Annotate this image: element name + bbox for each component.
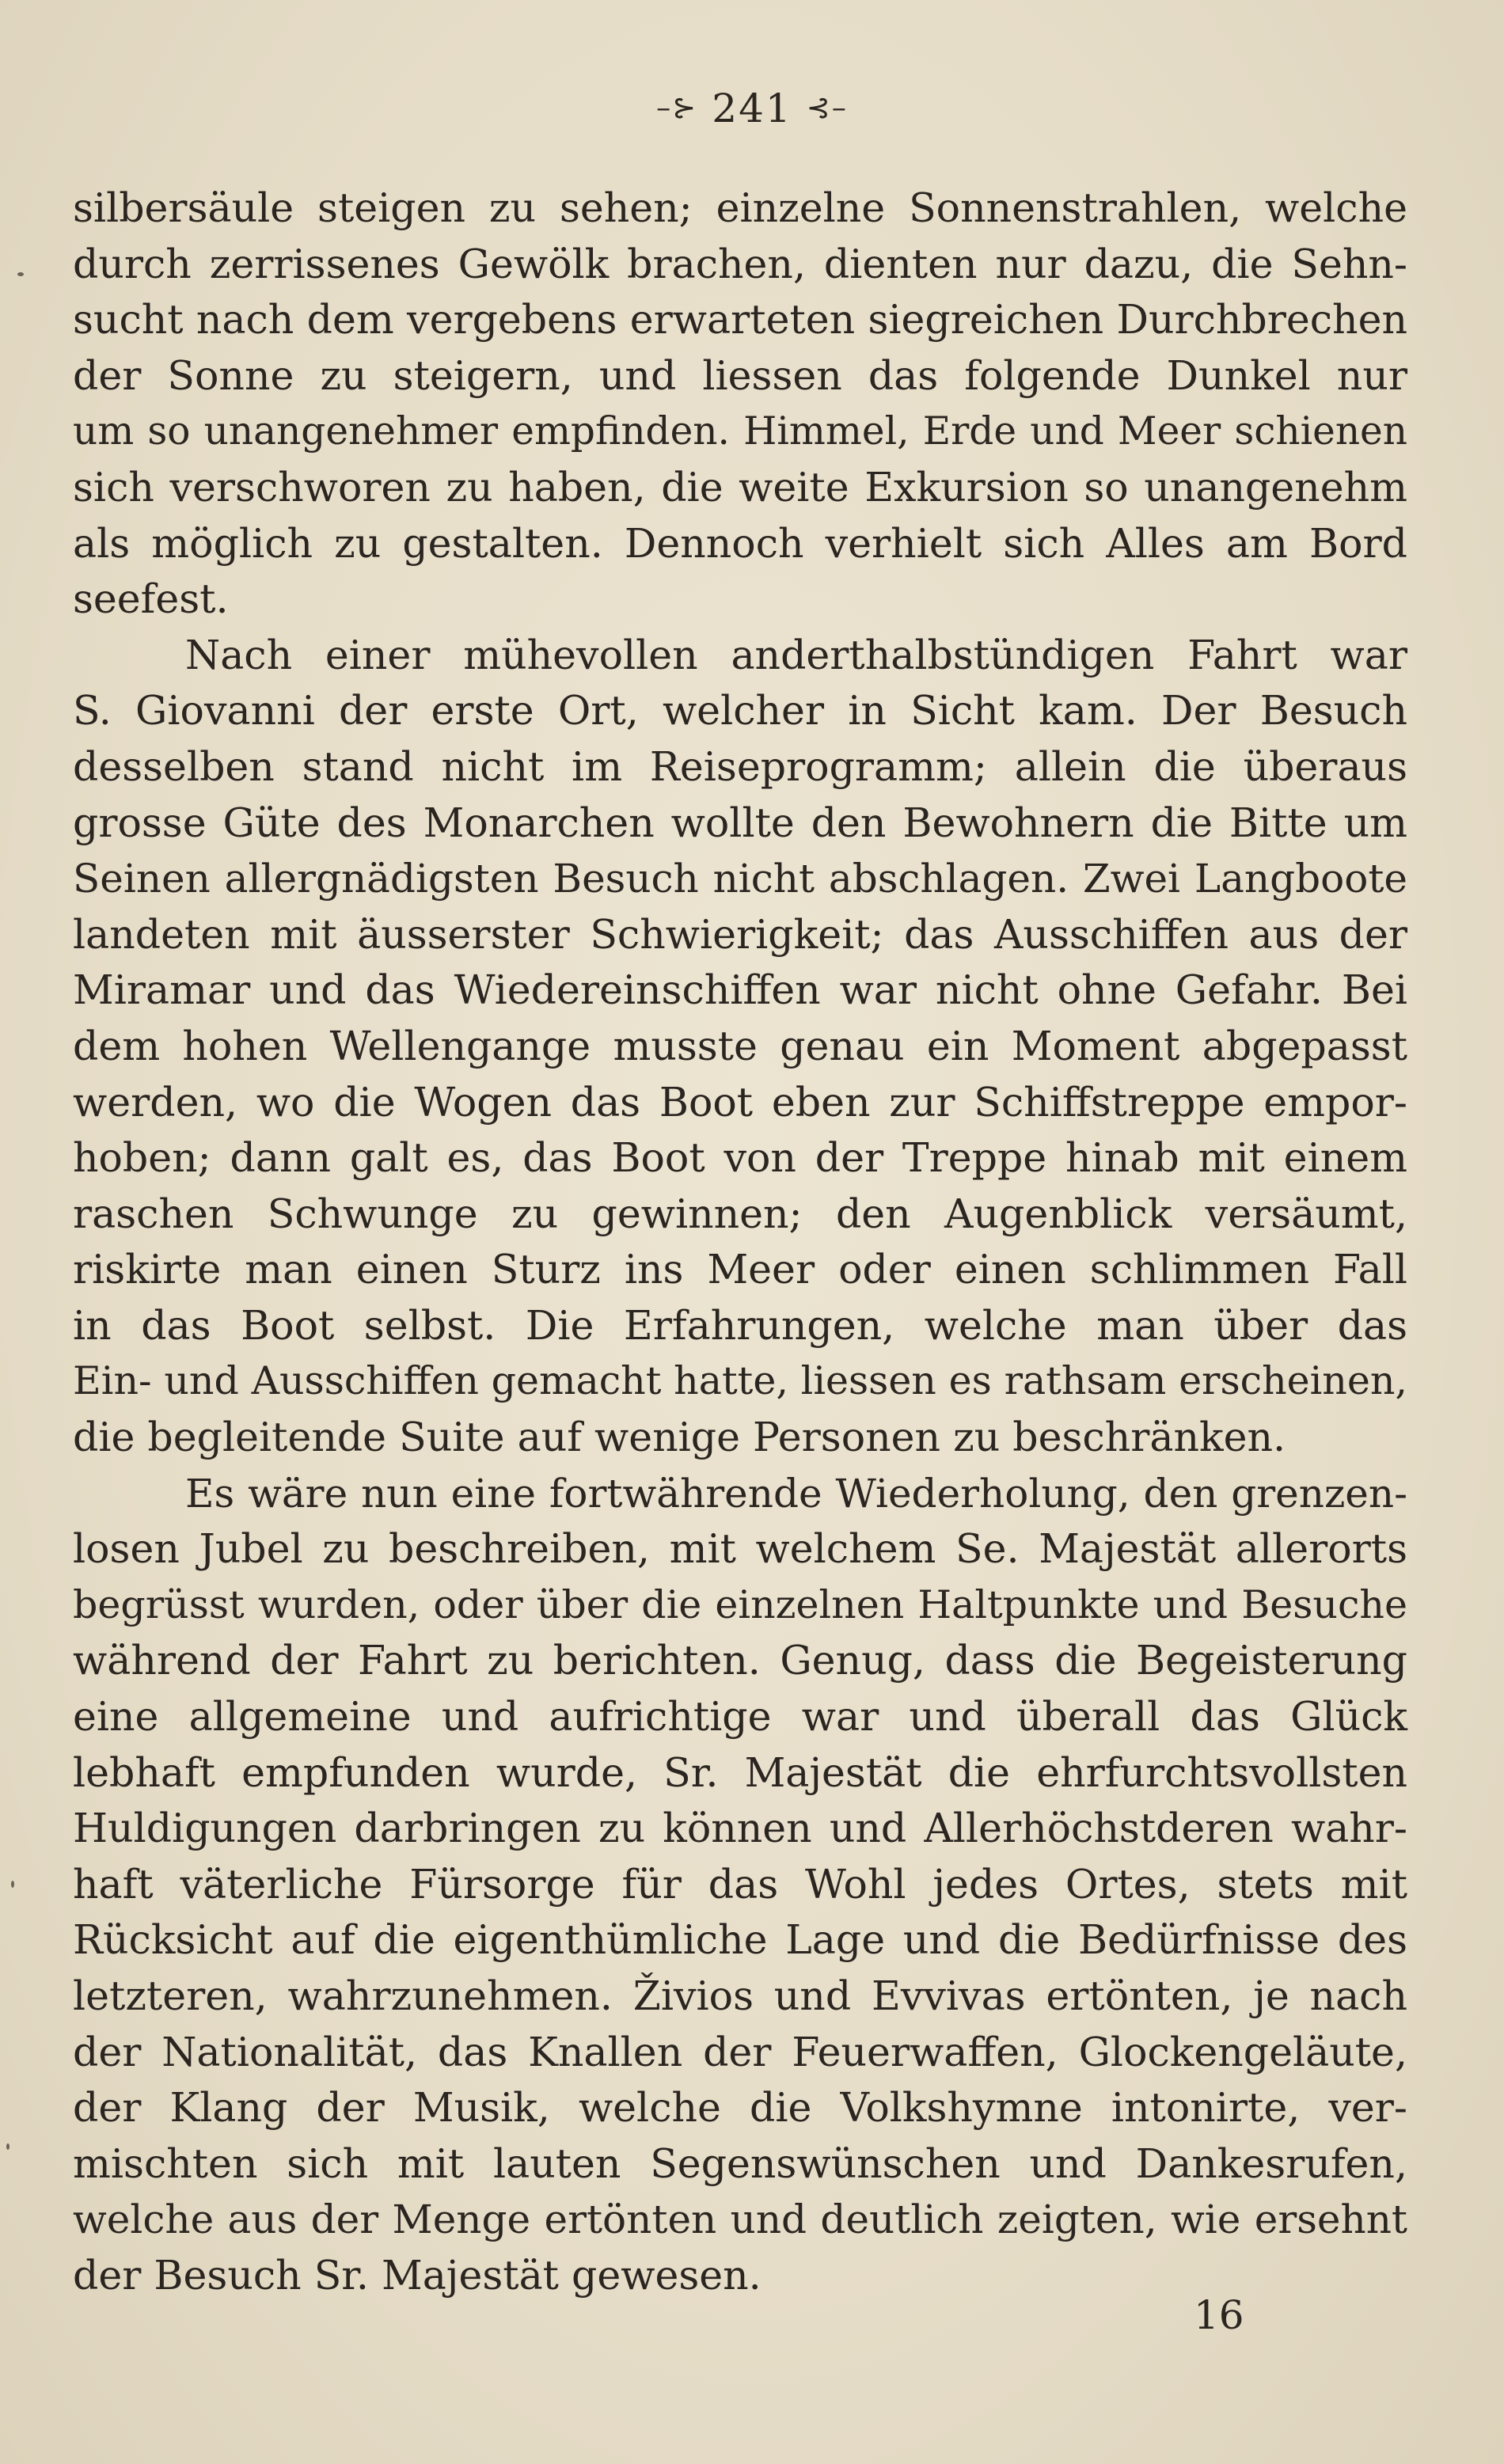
text-line: Huldigungen darbringen zu können und Allerhöchstderen wahr-	[73, 1805, 1407, 1852]
page-header	[0, 85, 1504, 131]
text-line: durch zerrissenes Gewölk brachen, dienten nur dazu, die Sehn-	[73, 240, 1407, 287]
text-line: losen Jubel zu beschreiben, mit welchem Se. Majestät allerorts	[73, 1525, 1407, 1573]
header-ornament-right: ⊰–	[806, 92, 848, 124]
text-line: Seinen allergnädigsten Besuch nicht abschlagen. Zwei Langboote	[73, 856, 1407, 902]
text-line: Miramar und das Wiedereinschiffen war nicht ohne Gefahr. Bei	[73, 966, 1407, 1014]
text-line: desselben stand nicht im Reiseprogramm; allein die überaus	[73, 742, 1407, 790]
text-line: Nach einer mühevollen anderthalbstündigen Fahrt war	[185, 631, 1407, 678]
text-line: der Klang der Musik, welche die Volkshymne intonirte, ver-	[73, 2084, 1407, 2132]
text-line: mischten sich mit lauten Segenswünschen und Dankesrufen,	[73, 2139, 1407, 2187]
text-line: hoben; dann galt es, das Boot von der Treppe hinab mit einem	[73, 1134, 1407, 1182]
text-line: als möglich zu gestalten. Dennoch verhielt sich Alles am Bord	[73, 519, 1407, 567]
text-line: raschen Schwunge zu gewinnen; den Augenblick versäumt,	[73, 1190, 1407, 1237]
text-line: die begleitende Suite auf wenige Personen zu beschränken.	[73, 1414, 1286, 1461]
text-line: grosse Güte des Monarchen wollte den Bewohnern die Bitte um	[73, 799, 1407, 846]
text-line: eine allgemeine und aufrichtige war und überall das Glück	[73, 1693, 1407, 1741]
text-line: Rücksicht auf die eigenthümliche Lage und die Bedürfnisse des	[73, 1916, 1407, 1964]
text-line: sich verschworen zu haben, die weite Exkursion so unangenehm	[73, 463, 1407, 511]
text-line: während der Fahrt zu berichten. Genug, dass die Begeisterung	[73, 1637, 1407, 1684]
text-line: Ein- und Ausschiffen gemacht hatte, liessen es rathsam erscheinen,	[73, 1358, 1407, 1404]
text-line: um so unangenehmer empfinden. Himmel, Erde und Meer schienen	[73, 409, 1407, 454]
paper-speck	[17, 272, 24, 276]
text-line: Es wäre nun eine fortwährende Wiederholung, den grenzen-	[185, 1470, 1407, 1517]
text-line: S. Giovanni der erste Ort, welcher in Sicht kam. Der Besuch	[73, 687, 1407, 735]
paper-speck	[6, 2143, 9, 2150]
text-line: seefest.	[73, 575, 229, 623]
paper-speck	[11, 1881, 14, 1888]
text-line: silbersäule steigen zu sehen; einzelne Sonnenstrahlen, welche	[73, 184, 1407, 231]
text-line: werden, wo die Wogen das Boot eben zur Schiffstreppe empor-	[73, 1078, 1407, 1126]
body-text	[73, 180, 1407, 2304]
header-ornament-left: –⊱	[656, 92, 698, 124]
text-line: letzteren, wahrzunehmen. Živios und Evvivas ertönten, je nach	[73, 1972, 1407, 2019]
text-line: begrüsst wurden, oder über die einzelnen Haltpunkte und Besuche	[73, 1581, 1407, 1627]
signature-mark: 16	[1194, 2292, 1244, 2338]
text-line: riskirte man einen Sturz ins Meer oder einen schlimmen Fall	[73, 1246, 1407, 1293]
text-line: sucht nach dem vergebens erwarteten siegreichen Durchbrechen	[73, 296, 1407, 344]
text-line: landeten mit äusserster Schwierigkeit; das Ausschiffen aus der	[73, 910, 1407, 958]
text-line: in das Boot selbst. Die Erfahrungen, welche man über das	[73, 1301, 1407, 1349]
text-line: der Besuch Sr. Majestät gewesen.	[73, 2251, 761, 2299]
text-line: welche aus der Menge ertönten und deutlich zeigten, wie ersehnt	[73, 2196, 1407, 2243]
text-line: haft väterliche Fürsorge für das Wohl jedes Ortes, stets mit	[73, 1860, 1407, 1908]
text-line: dem hohen Wellengange musste genau ein Moment abgepasst	[73, 1022, 1407, 1069]
text-line: der Nationalität, das Knallen der Feuerwaffen, Glockengeläute,	[73, 2028, 1407, 2075]
text-line: lebhaft empfunden wurde, Sr. Majestät die ehrfurchtsvollsten	[73, 1748, 1407, 1796]
page-number: 241	[712, 85, 792, 131]
text-line: der Sonne zu steigern, und liessen das folgende Dunkel nur	[73, 351, 1407, 399]
